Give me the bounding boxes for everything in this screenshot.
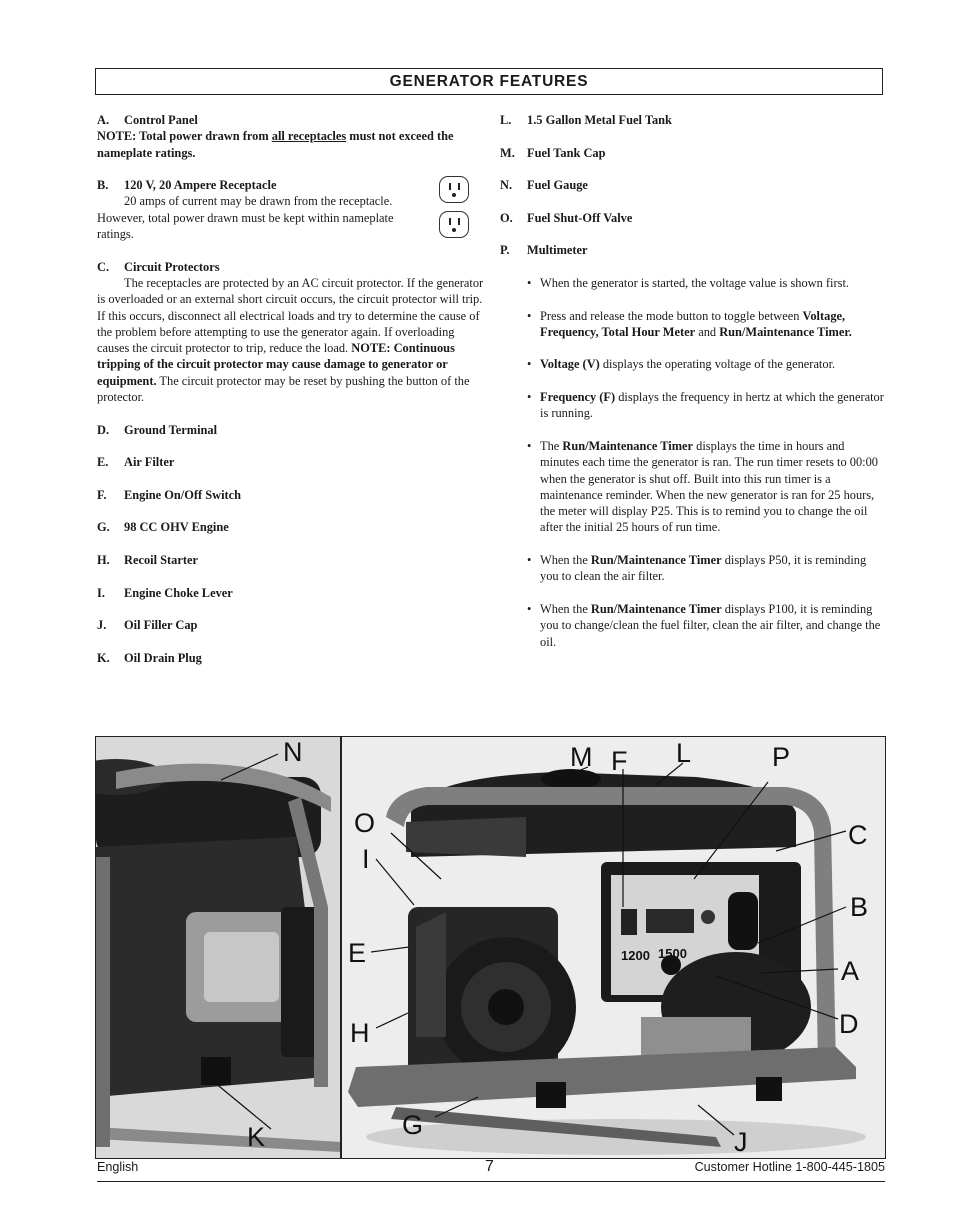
- callout-i: I: [362, 844, 370, 874]
- feature-letter: E.: [97, 455, 109, 470]
- callout-h: H: [350, 1018, 370, 1048]
- outlet-icon: [439, 176, 469, 203]
- callout-p: P: [772, 742, 791, 772]
- bullet-item: [500, 552, 886, 585]
- feature-letter: P.: [500, 243, 510, 258]
- feature-letter: O.: [500, 210, 513, 225]
- left-simple-list: [97, 422, 485, 666]
- callout-g: G: [402, 1110, 424, 1140]
- feature-item: [500, 145, 886, 161]
- generator-photo-figure: [95, 736, 886, 1159]
- feature-title-text: 1.5 Gallon Metal Fuel Tank: [527, 113, 672, 127]
- bullet-text: and: [695, 324, 720, 339]
- callout-o: O: [354, 808, 376, 838]
- footer-language: English: [97, 1160, 139, 1174]
- right-simple-list: [500, 112, 886, 259]
- feature-item: [97, 585, 485, 601]
- bullet-item: [500, 275, 886, 291]
- bullet-item: [500, 308, 886, 341]
- circuit-text-2: The circuit protector may be reset by pushing the button of the protector.: [97, 373, 470, 405]
- circuit-protector-description: [97, 275, 485, 405]
- bullet-text: displays P100, it is reminding you to change/clean the fuel filter, clean the air filter, and change the oil.: [540, 601, 881, 649]
- feature-title: [97, 519, 485, 535]
- feature-title-text: Recoil Starter: [124, 553, 198, 568]
- feature-item: [500, 112, 886, 128]
- bullet-bold: Frequency (F): [540, 390, 616, 405]
- callout-n: N: [283, 737, 303, 767]
- feature-letter: B.: [97, 178, 109, 193]
- bullet-text: Press and release the mode button to toggle between: [540, 308, 803, 323]
- feature-title: [97, 487, 485, 503]
- receptacle-description: 20 amps of current may be drawn from the receptacle. However, total power drawn must be kept within nameplate ratings.: [97, 194, 394, 242]
- feature-title-text: Engine On/Off Switch: [124, 487, 242, 502]
- feature-title: [97, 422, 485, 438]
- right-column: [500, 112, 886, 666]
- feature-letter: M.: [500, 145, 515, 160]
- callout-k: K: [247, 1122, 266, 1152]
- feature-title-text: Control Panel: [124, 113, 198, 127]
- note-prefix: NOTE: Total power drawn from: [97, 129, 272, 144]
- feature-item-a: [97, 112, 485, 161]
- feature-letter: A.: [97, 113, 110, 127]
- feature-letter: C.: [97, 259, 110, 274]
- feature-item: [97, 422, 485, 438]
- feature-item-c: [97, 259, 485, 406]
- feature-letter: G.: [97, 520, 110, 535]
- multimeter-bullets: [500, 275, 886, 650]
- feature-item: [97, 454, 485, 470]
- feature-title: [500, 210, 886, 226]
- feature-title: [500, 242, 886, 258]
- feature-item: [97, 650, 485, 666]
- feature-title-text: Fuel Shut-Off Valve: [527, 210, 633, 225]
- feature-letter: N.: [500, 178, 513, 193]
- feature-title-text: Multimeter: [527, 243, 588, 258]
- callout-a: A: [841, 956, 860, 986]
- callout-d: D: [839, 1009, 859, 1039]
- callout-b: B: [850, 892, 869, 922]
- feature-title: [500, 112, 886, 128]
- bullet-text: displays P50, it is reminding you to clean the air filter.: [540, 553, 867, 584]
- circuit-text-1: The receptacles are protected by an AC circuit protector. If the generator is overloaded or an external short circuit occurs, the circuit protector will trip. If this occurs, disconnect all electrical loads and try to determine the cause of the problem before attempting to use the generator again. If overloading causes the circuit protector to trip, reduce the load.: [97, 275, 484, 356]
- feature-title-text: Ground Terminal: [124, 422, 218, 437]
- left-inset-photo: [96, 737, 341, 1159]
- feature-letter: J.: [97, 618, 107, 633]
- feature-item: [97, 617, 485, 633]
- feature-title: [97, 454, 485, 470]
- bullet-bold: Voltage (V): [540, 357, 600, 372]
- feature-item: [97, 519, 485, 535]
- feature-title: [97, 552, 485, 568]
- bullet-text: The: [540, 438, 563, 453]
- feature-letter: I.: [97, 585, 105, 600]
- bullet-bold: Run/Maintenance Timer: [562, 438, 694, 453]
- feature-letter: D.: [97, 422, 110, 437]
- callout-l: L: [676, 738, 692, 768]
- feature-item: [97, 552, 485, 568]
- feature-item-b: [97, 177, 485, 242]
- feature-title-c: [97, 259, 485, 275]
- bullet-bold: Run/Maintenance Timer.: [719, 324, 852, 339]
- feature-item: [500, 210, 886, 226]
- callout-f: F: [611, 746, 628, 776]
- feature-title-text: Fuel Gauge: [527, 178, 588, 193]
- feature-title-text: Engine Choke Lever: [124, 585, 233, 600]
- feature-title-text: 120 V, 20 Ampere Receptacle: [124, 178, 277, 193]
- feature-title: [500, 145, 886, 161]
- bullet-text: When the: [540, 601, 591, 616]
- feature-letter: L.: [500, 113, 512, 127]
- feature-title: [97, 650, 485, 666]
- feature-title-text: Oil Drain Plug: [124, 650, 202, 665]
- bullet-text: When the: [540, 553, 591, 568]
- control-panel-note: [97, 129, 454, 159]
- feature-letter: K.: [97, 650, 110, 665]
- bullet-text: displays the operating voltage of the generator.: [599, 357, 836, 372]
- bullet-text: displays the time in hours and minutes each time the generator is ran. The run timer resets to 00:00 when the generator is shut off. Built into this run timer is a maintenance reminder. When the new generator is ran for 25 hours, the meter will display P25. This is to remind you to change the oil after the initial 25 hours of run time.: [540, 438, 879, 535]
- feature-title-text: Circuit Protectors: [124, 259, 220, 274]
- outlet-icon: [439, 211, 469, 238]
- feature-title: [97, 617, 485, 633]
- feature-title-text: 98 CC OHV Engine: [124, 520, 229, 535]
- bullet-text: When the generator is started, the voltage value is shown first.: [540, 275, 849, 290]
- bullet-item: [500, 438, 886, 536]
- bullet-text: displays the frequency in hertz at which the generator is running.: [540, 390, 884, 421]
- feature-letter: H.: [97, 553, 110, 568]
- bullet-item: [500, 601, 886, 650]
- feature-title: [500, 177, 886, 193]
- feature-title-a: [97, 112, 485, 128]
- bullet-bold: Run/Maintenance Timer: [590, 601, 722, 616]
- feature-title-text: Oil Filler Cap: [124, 618, 198, 633]
- feature-title: [97, 585, 485, 601]
- bullet-item: [500, 356, 886, 372]
- note-suffix: must not exceed the nameplate ratings.: [97, 129, 454, 160]
- customer-hotline: Customer Hotline 1-800-445-1805: [694, 1160, 885, 1174]
- callout-m: M: [570, 742, 593, 772]
- main-generator-photo: [342, 737, 886, 1159]
- feature-title-b: [97, 177, 485, 193]
- section-title: GENERATOR FEATURES: [389, 73, 589, 90]
- feature-title-text: Air Filter: [124, 455, 175, 470]
- feature-item: [97, 487, 485, 503]
- circuit-warning: NOTE: Continuous tripping of the circuit protector may cause damage to generator or equipment.: [97, 341, 455, 388]
- page-number: 7: [485, 1158, 494, 1175]
- left-column: [97, 112, 485, 682]
- callout-c: C: [848, 820, 868, 850]
- page-footer: [97, 1159, 885, 1182]
- feature-item: [500, 242, 886, 258]
- generator-illustration: [96, 737, 886, 1159]
- feature-title-text: Fuel Tank Cap: [527, 145, 606, 160]
- bullet-bold: Voltage, Frequency, Total Hour Meter: [540, 308, 846, 339]
- panel-running-watts: 1200: [621, 948, 650, 963]
- feature-letter: F.: [97, 487, 107, 502]
- bullet-bold: Run/Maintenance Timer: [590, 553, 722, 568]
- callout-j: J: [734, 1127, 748, 1157]
- panel-max-watts: 1500: [658, 946, 687, 961]
- feature-item: [500, 177, 886, 193]
- callout-e: E: [348, 938, 367, 968]
- bullet-item: [500, 389, 886, 422]
- section-header-box: [95, 68, 883, 95]
- note-underlined: all receptacles: [271, 129, 347, 144]
